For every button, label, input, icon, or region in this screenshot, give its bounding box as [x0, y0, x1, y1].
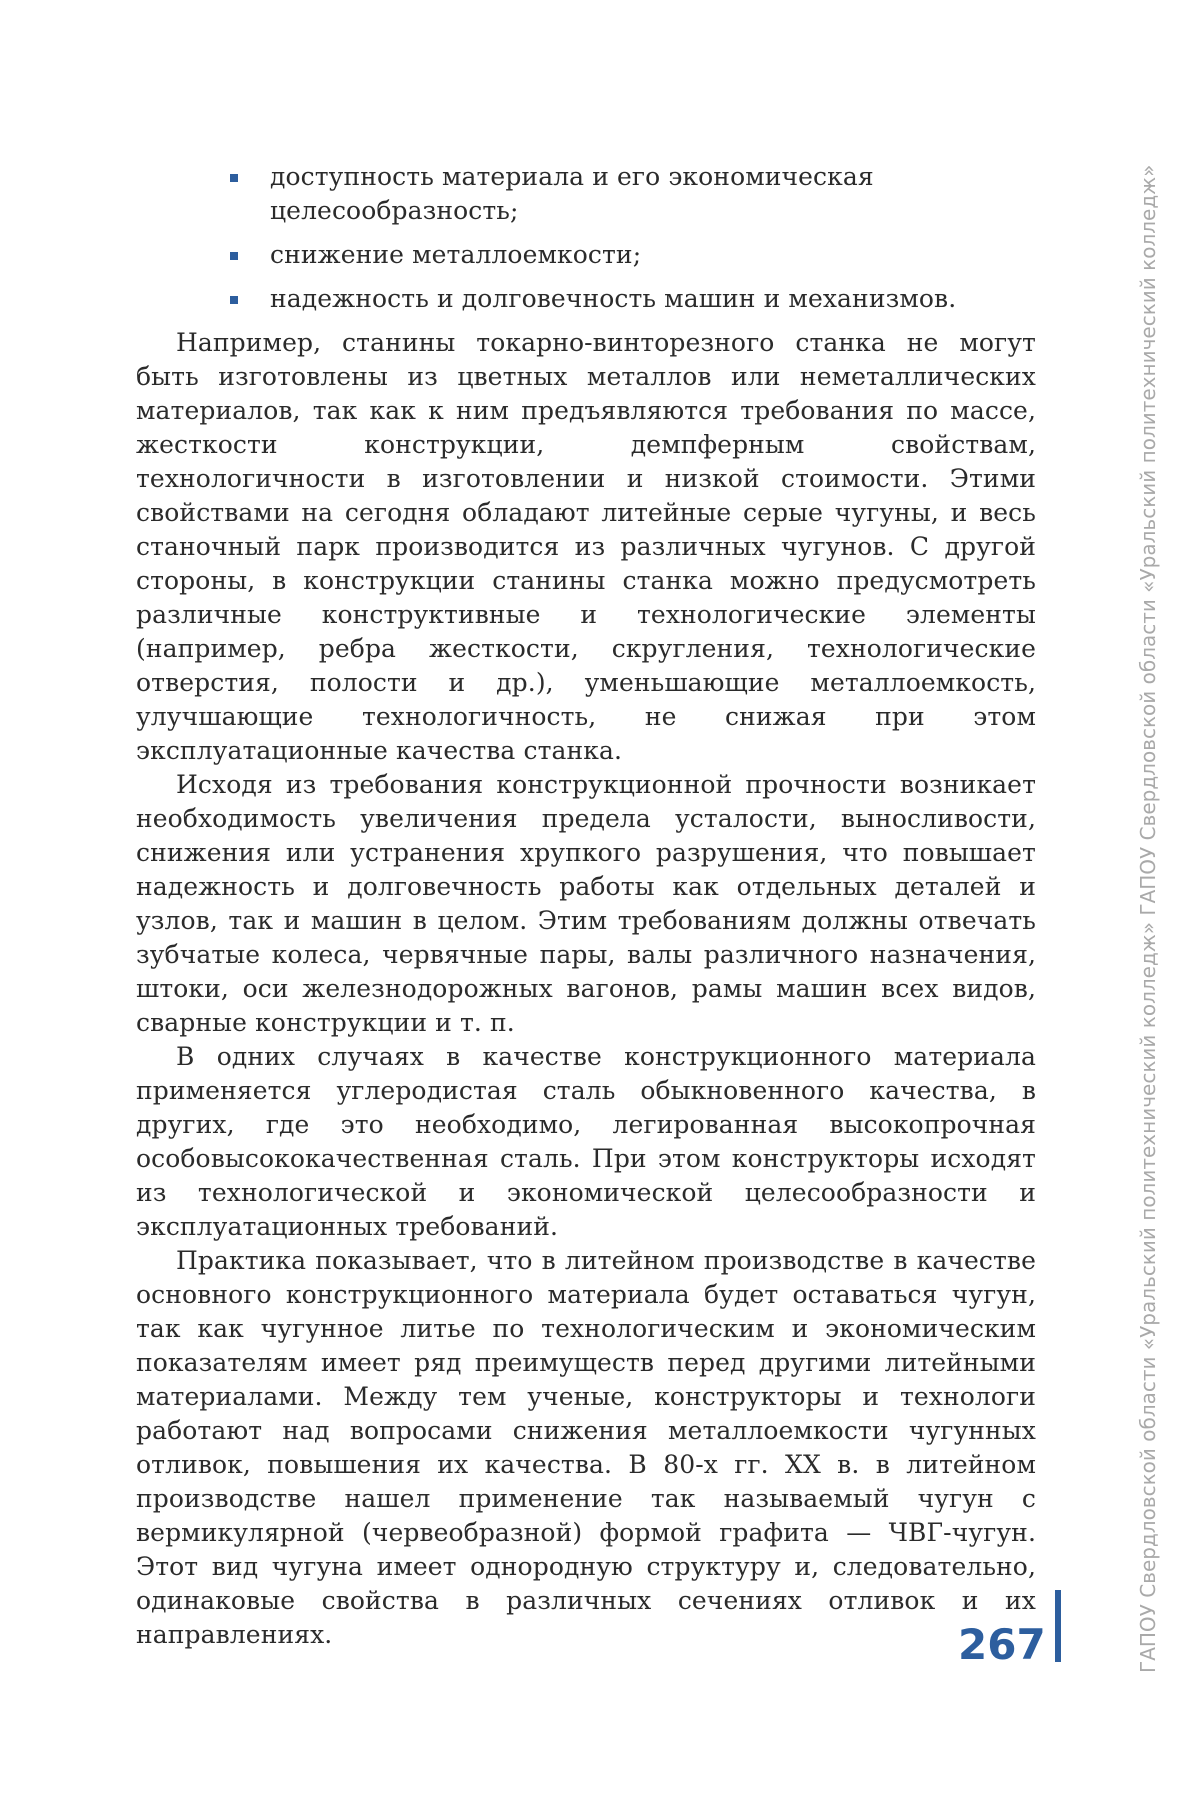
list-item-text: снижение металлоемкости;: [270, 240, 642, 269]
list-item: [270, 160, 1036, 228]
list-item-text: надежность и долговечность машин и механизмов.: [270, 284, 957, 313]
page-number-rule: [1055, 1590, 1061, 1662]
paragraph: Исходя из требования конструкционной прочности возникает необходимость увеличения предела усталости, выносливости, снижения или устранения хрупкого разрушения, что повышает надежность и долговечность работы как отдельных деталей и узлов, так и машин в целом. Этим требованиям должны отвечать зубчатые колеса, червячные пары, валы различного назначения, штоки, оси железнодорожных вагонов, рамы машин всех видов, сварные конструкции и т. п.: [136, 770, 1036, 1037]
square-bullet-icon: [230, 252, 238, 260]
paragraph: В одних случаях в качестве конструкционного материала применяется углеродистая сталь обыкновенного качества, в других, где это необходимо, легированная высокопрочная особовысококачественная сталь. При этом конструкторы исходят из технологической и экономической целесообразности и эксплуатационных требований.: [136, 1042, 1036, 1241]
paragraph: Практика показывает, что в литейном производстве в качестве основного конструкционного материала будет оставаться чугун, так как чугунное литье по технологическим и экономическим показателям имеет ряд преимуществ перед другими литейными материалами. Между тем ученые, конструкторы и технологи работают над вопросами снижения металлоемкости чугунных отливок, повышения их качества. В 80-х гг. XX в. в литейном производстве нашел применение так называемый чугун с вермикулярной (червеобразной) формой графита — ЧВГ-чугун. Этот вид чугуна имеет однородную структуру и, следовательно, одинаковые свойства в различных сечениях отливок и их направлениях.: [136, 1246, 1036, 1649]
paragraph: Например, станины токарно-винторезного станка не могут быть изготовлены из цветных металлов или неметаллических материалов, так как к ним предъявляются требования по массе, жесткости конструкции, демпферным свойствам, технологичности в изготовлении и низкой стоимости. Этими свойствами на сегодня обладают литейные серые чугуны, и весь станочный парк производится из различных чугунов. С другой стороны, в конструкции станины станка можно предусмотреть различные конструктивные и технологические элементы (например, ребра жесткости, скругления, технологические отверстия, полости и др.), уменьшающие металлоемкость, улучшающие технологичность, не снижая при этом эксплуатационные качества станка.: [136, 328, 1036, 765]
square-bullet-icon: [230, 296, 238, 304]
side-watermark: ГАПОУ Свердловской области «Уральский политехнический колледж» ГАПОУ Свердловской области «Уральский политехнический колледж»: [1136, 164, 1160, 1673]
list-item: [270, 238, 1036, 272]
page-number: 267: [958, 1620, 1046, 1669]
main-text: [136, 160, 1036, 1652]
square-bullet-icon: [230, 174, 238, 182]
list-item-text: доступность материала и его экономическая целесообразность;: [270, 162, 874, 225]
bullet-list: [136, 160, 1036, 316]
list-item: [270, 282, 1036, 316]
